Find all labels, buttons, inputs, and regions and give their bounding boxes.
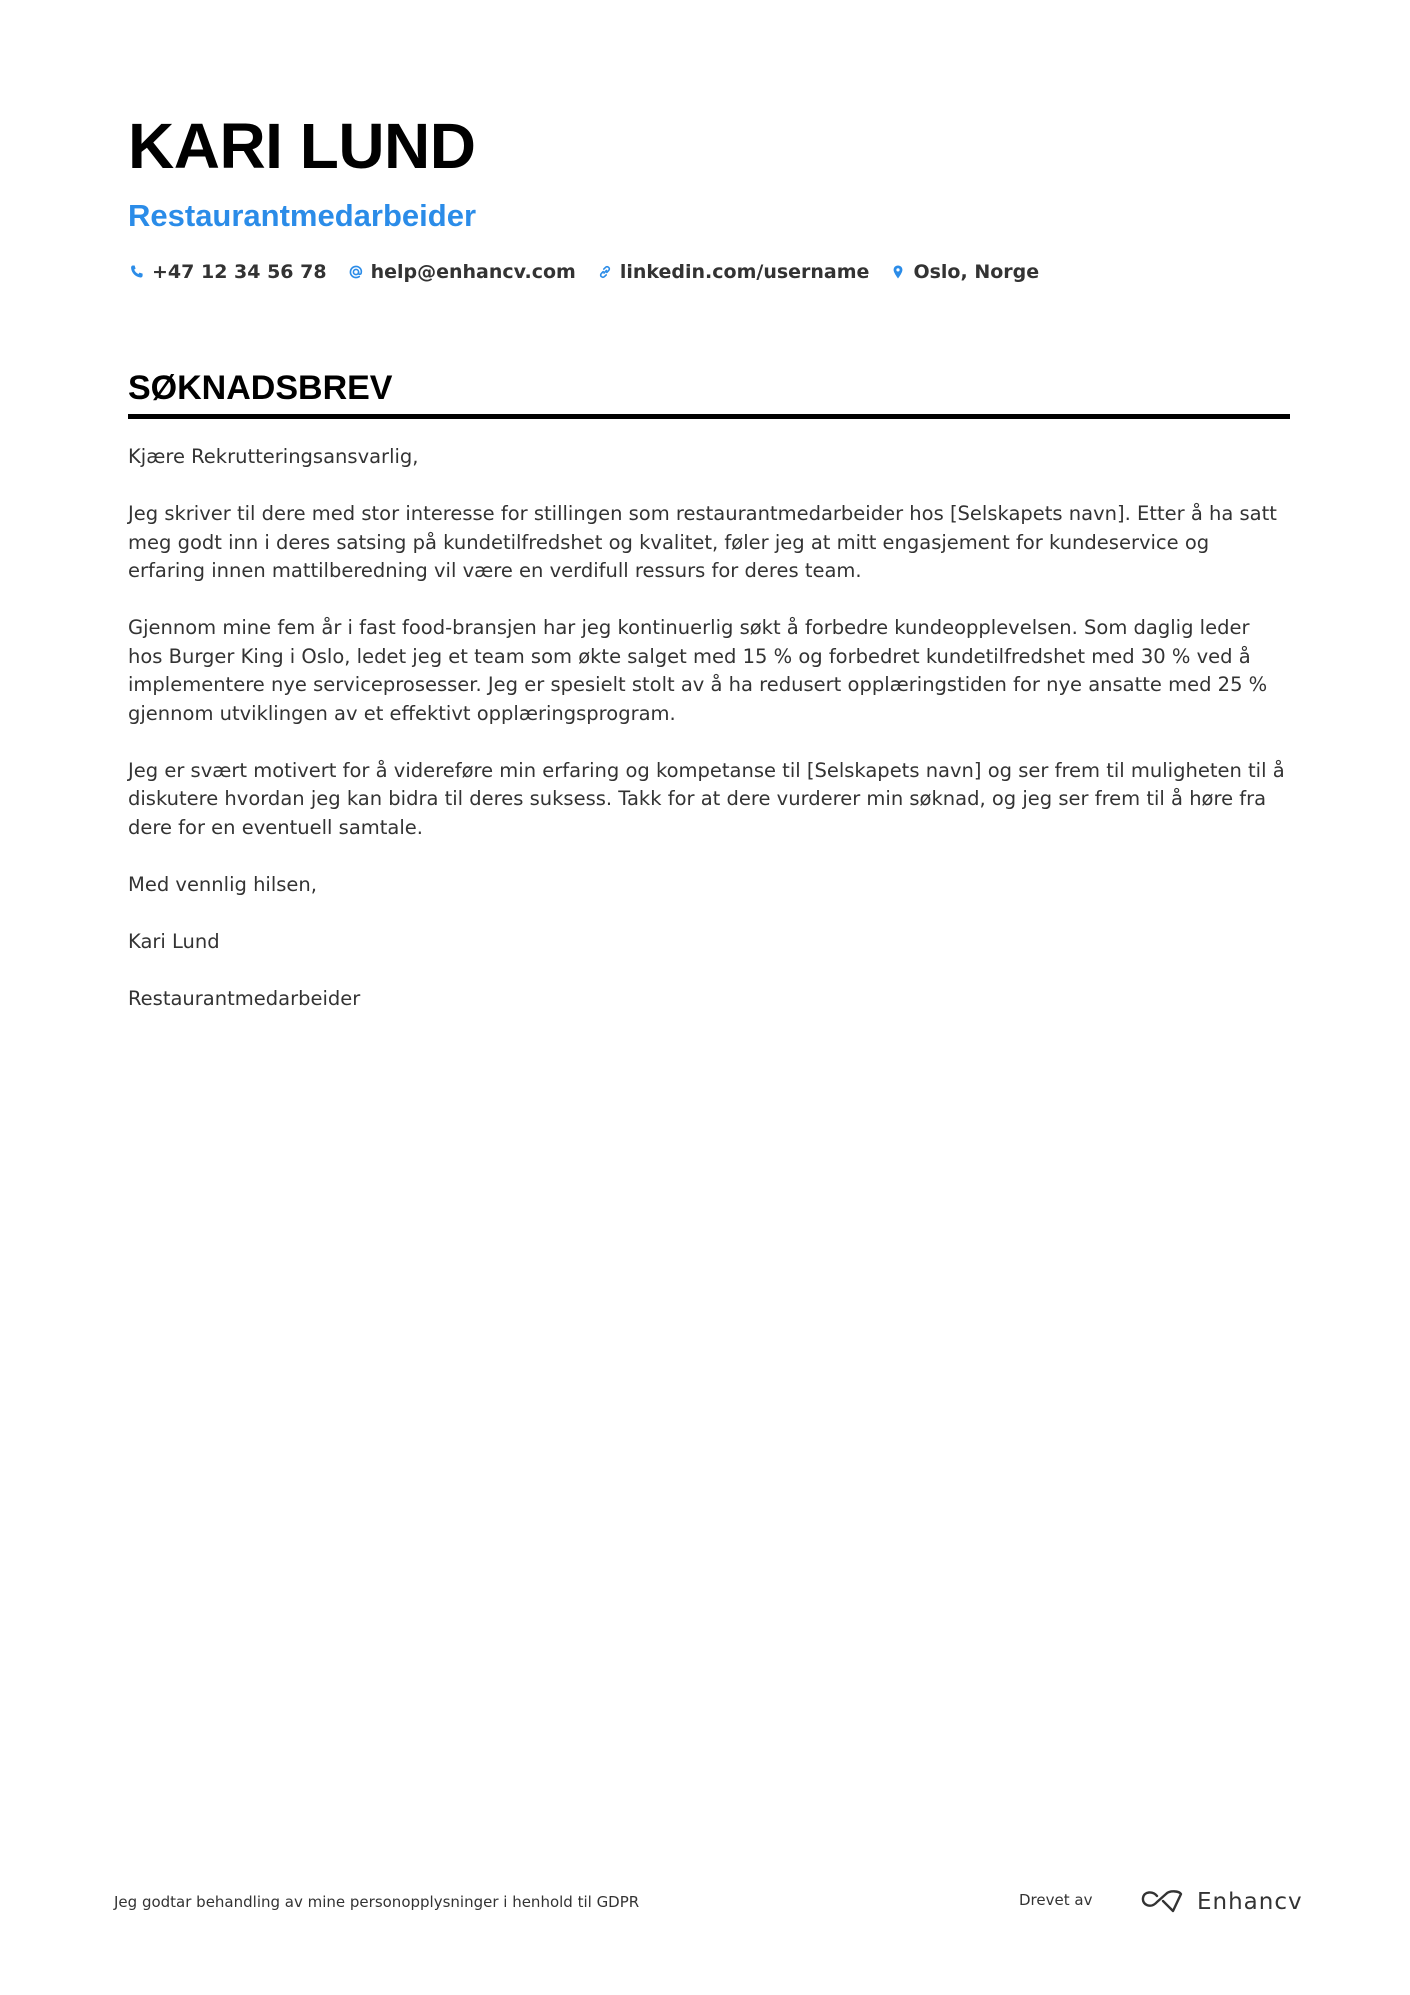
letter-greeting: Kjære Rekrutteringsansvarlig,	[128, 445, 419, 468]
contact-linkedin-text[interactable]: linkedin.com/username	[619, 261, 870, 283]
section-title: SØKNADSBREV	[128, 366, 1290, 419]
contact-email[interactable]	[347, 261, 576, 283]
footer	[114, 1885, 1303, 1925]
gdpr-consent-text: Jeg godtar behandling av mine personopplysninger i henhold til GDPR	[114, 1893, 640, 1911]
cover-letter-section	[128, 366, 1290, 1042]
candidate-name: KARI LUND	[128, 110, 476, 182]
contact-bar	[128, 261, 1288, 283]
letter-closing: Med vennlig hilsen,	[128, 872, 317, 896]
phone-icon	[128, 263, 146, 281]
contact-location-text: Oslo, Norge	[913, 261, 1040, 283]
letter-paragraph-2: Gjennom mine fem år i fast food-bransjen har jeg kontinuerlig søkt å forbedre kundeopplevelsen. Som daglig leder hos Burger King i Oslo, ledet jeg et team som økte salget med 15 % og forbedret kundetilfredshet med 30 % ved å implementere nye serviceprosesser. Jeg er spesielt stolt av å ha redusert opplæringstiden for nye ansatte med 25 % gjennom utviklingen av et effektivt opplæringsprogram.	[128, 616, 1268, 725]
letter-paragraph-3: Jeg er svært motivert for å videreføre min erfaring og kompetanse til [Selskapets navn] og ser frem til muligheten til å diskutere hvordan jeg kan bidra til deres suksess. Takk for at dere vurderer min søknad, og jeg ser frem til å høre fra dere for en eventuell samtale.	[128, 758, 1285, 839]
contact-phone-text: +47 12 34 56 78	[152, 261, 327, 283]
link-icon	[596, 263, 614, 281]
letter-paragraph-1: Jeg skriver til dere med stor interesse for stillingen som restaurantmedarbeider hos [Selskapets navn]. Etter å ha satt meg godt inn i deres satsing på kundetilfredshet og kvalitet, føler jeg at mitt engasjement for kundeservice og erfaring innen mattilberedning vil være en verdifull ressurs for deres team.	[128, 502, 1277, 582]
brand-link[interactable]	[1139, 1885, 1303, 1919]
enhancv-logo-icon	[1139, 1888, 1187, 1916]
at-icon	[347, 263, 365, 281]
powered-by-label: Drevet av	[1019, 1891, 1093, 1909]
contact-email-text[interactable]: help@enhancv.com	[370, 261, 576, 283]
letter-signature-title: Restaurantmedarbeider	[128, 986, 361, 1010]
letter-body	[128, 443, 1290, 1013]
contact-location	[889, 261, 1039, 283]
brand-name[interactable]: Enhancv	[1197, 1889, 1303, 1915]
location-pin-icon	[889, 263, 907, 281]
candidate-title: Restaurantmedarbeider	[128, 198, 477, 233]
letter-signature-name: Kari Lund	[128, 929, 220, 953]
contact-phone	[128, 261, 327, 283]
header	[128, 108, 1288, 283]
contact-linkedin[interactable]	[596, 261, 870, 283]
